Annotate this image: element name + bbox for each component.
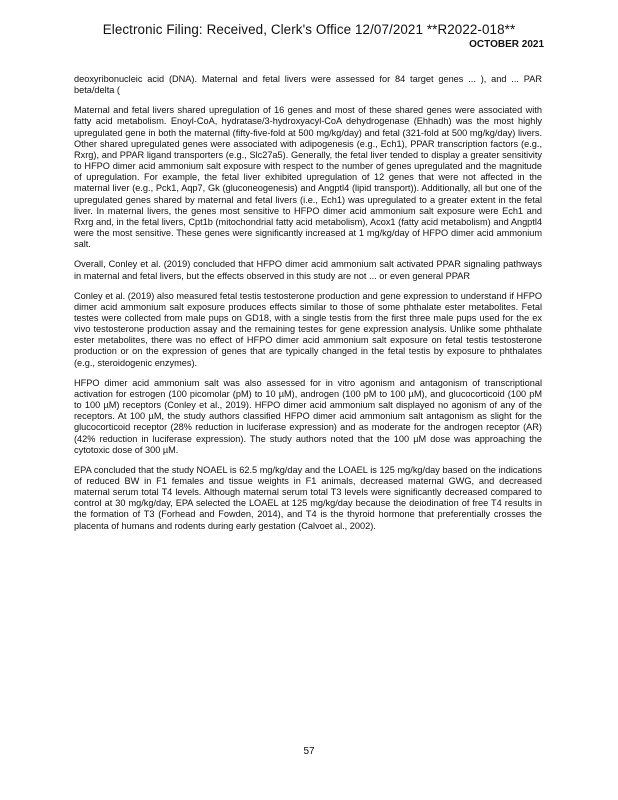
- filing-header: Electronic Filing: Received, Clerk's Office 12/07/2021 **R2022-018**: [102, 22, 516, 37]
- paragraph-4: Conley et al. (2019) also measured fetal testis testosterone production and gene expression to understand if HFPO dimer acid ammonium salt exposure produces effects similar to those of some phthalate ester metabolites. Fetal testes were collected from male pups on GD18, with a single testis from the first three male pups used for the ex vivo testosterone production assay and the remaining testes for gene expression analysis. Unlike some phthalate ester metabolites, there was no effect of HFPO dimer acid ammonium salt exposure on fetal testis testosterone production or on the expression of genes that are typically changed in the fetal testis by exposure to phthalates (e.g., steroidogenic enzymes).: [74, 290, 542, 368]
- paragraph-1: deoxyribonucleic acid (DNA). Maternal and fetal livers were assessed for 84 target genes ... ), and ... PAR beta/delta (: [74, 74, 542, 96]
- document-body: [74, 74, 542, 541]
- header-date: OCTOBER 2021: [469, 39, 544, 50]
- paragraph-6: EPA concluded that the study NOAEL is 62.5 mg/kg/day and the LOAEL is 125 mg/kg/day based on the indications of reduced BW in F1 females and tissue weights in F1 animals, decreased maternal GWG, and decreased maternal serum total T4 levels. Although maternal serum total T3 levels were significantly decreased compared to control at 30 mg/kg/day, EPA selected the LOAEL at 125 mg/kg/day because the deiodination of free T4 results in the formation of T3 (Forhead and Fowden, 2014), and T4 is the thyroid hormone that preferentially crosses the placenta of humans and rodents during early gestation (Calvoet al., 2002).: [74, 464, 542, 531]
- page-number: 57: [303, 746, 315, 757]
- paragraph-5: HFPO dimer acid ammonium salt was also assessed for in vitro agonism and antagonism of transcriptional activation for estrogen (100 picomolar (pM) to 10 µM), androgen (100 pM to 100 µM), and glucocorticoid (100 pM to 100 µM) receptors (Conley et al., 2019). HFPO dimer acid ammonium salt displayed no agonism of any of the receptors. At 100 µM, the study authors classified HFPO dimer acid ammonium salt antagonism as slight for the glucocorticoid receptor (28% reduction in luciferase expression) and as moderate for the androgen receptor (AR) (42% reduction in luciferase expression). The study authors noted that the 100 µM dose was approaching the cytotoxic dose of 300 µM.: [74, 377, 542, 455]
- paragraph-2: Maternal and fetal livers shared upregulation of 16 genes and most of these shared genes were associated with fatty acid metabolism. Enoyl-CoA, hydratase/3-hydroxyacyl-CoA dehydrogenase (Ehhadh) was the most highly upregulated gene in both the maternal (fifty-five-fold at 500 mg/kg/day) and fetal (321-fold at 500 mg/kg/day) livers. Other shared upregulated genes were associated with adipogenesis (e.g., Ech1), PPAR transcription factors (e.g., Rxrg), and PPAR ligand transporters (e.g., Slc27a5). Generally, the fetal liver tended to display a greater sensitivity to HFPO dimer acid ammonium salt exposure with respect to the number of genes upregulated and the magnitude of upregulation. For example, the fetal liver exhibited upregulation of 12 genes that were not affected in the maternal liver (e.g., Pck1, Aqp7, Gk (gluconeogenesis) and Angptl4 (lipid transport)). Additionally, all but one of the upregulated genes shared by maternal and fetal livers (i.e., Ech1) was upregulated to a greater extent in the fetal liver. In maternal livers, the genes most sensitive to HFPO dimer acid ammonium salt exposure were Ech1 and Rxrg and, in the fetal livers, Cpt1b (mitochondrial fatty acid metabolism), Acox1 (fatty acid metabolism) and Angptl4 were the most sensitive. These genes were significantly increased at 1 mg/kg/day of HFPO dimer acid ammonium salt.: [74, 105, 542, 250]
- paragraph-3: Overall, Conley et al. (2019) concluded that HFPO dimer acid ammonium salt activated PPAR signaling pathways in maternal and fetal livers, but the effects observed in this study are not ... or even general PPAR: [74, 259, 542, 281]
